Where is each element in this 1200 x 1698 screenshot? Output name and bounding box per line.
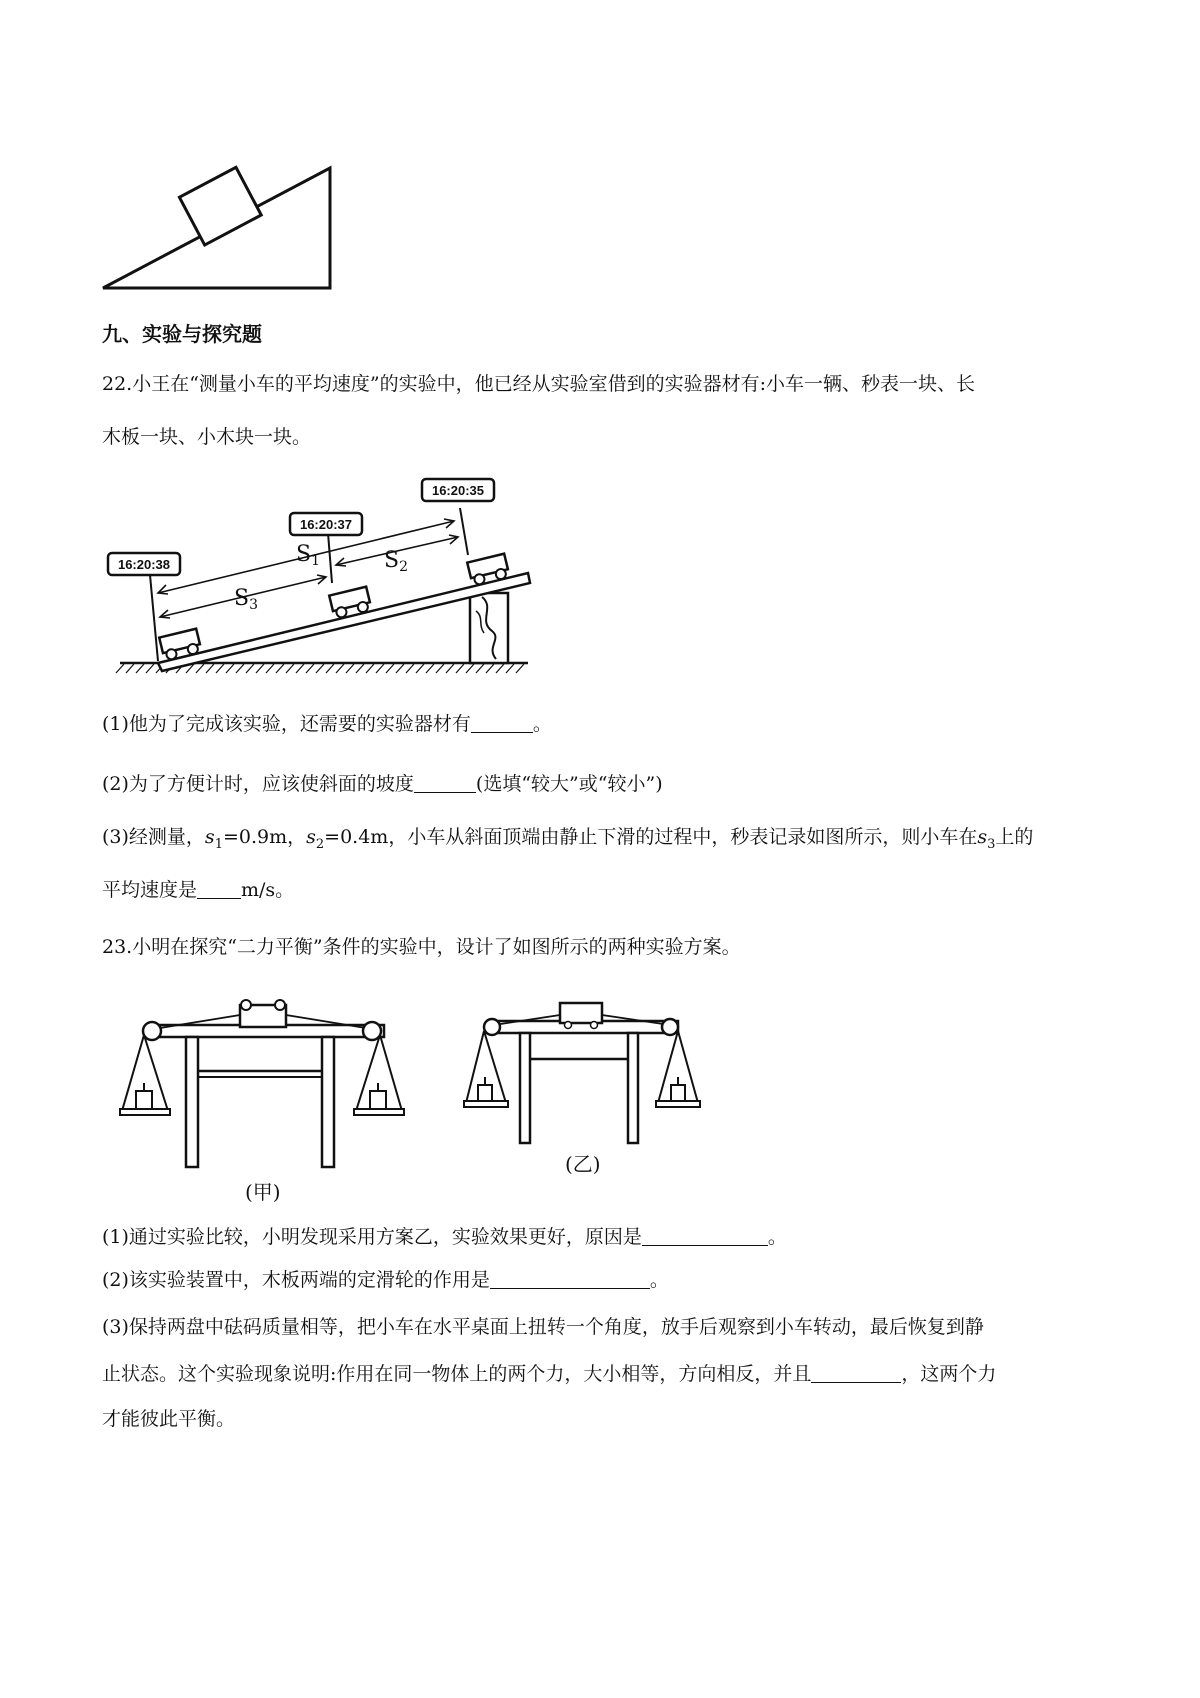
q23-part1-blank[interactable] <box>642 1227 768 1246</box>
q22-stem-line1: 22.小王在“测量小车的平均速度”的实验中，他已经从实验室借到的实验器材有:小车一辆、秒表一块、长 <box>102 373 976 395</box>
q22-part3-line2: 平均速度是 m/s。 <box>102 879 295 901</box>
q22-part2: (2)为了方便计时，应该使斜面的坡度 (选填“较大”或“较小”) <box>102 773 663 795</box>
q22-part3-line1: (3)经测量，$s_1=0.9m$，$s_2=0.4m$，小车从斜面顶端由静止下滑的过程中，秒表记录如图所示，则小车在$s_3$上的 <box>102 826 1034 852</box>
q23-part3-blank[interactable] <box>811 1364 901 1383</box>
label-s2: S2 <box>384 548 408 575</box>
q23-stem: 23.小明在探究“二力平衡”条件的实验中，设计了如图所示的两种实验方案。 <box>102 936 741 958</box>
q23-part3-line2: 止状态。这个实验现象说明:作用在同一物体上的两个力，大小相等，方向相反，并且 ，这两个力 <box>102 1363 997 1385</box>
q22-part3-blank[interactable] <box>197 880 241 899</box>
q23-part3-line1: (3)保持两盘中砝码质量相等，把小车在水平桌面上扭转一个角度，放手后观察到小车转动，最后恢复到静 <box>102 1316 984 1338</box>
q23-part1: (1)通过实验比较，小明发现采用方案乙，实验效果更好，原因是 。 <box>102 1226 787 1248</box>
apparatus-b <box>464 1003 700 1143</box>
stopwatch-right <box>422 479 494 501</box>
stopwatch-middle <box>290 513 362 535</box>
apparatus-a <box>120 1000 404 1167</box>
stopwatch-right-time: 16:20:35 <box>431 483 485 498</box>
q23-part2: (2)该实验装置中，木板两端的定滑轮的作用是 。 <box>102 1269 669 1291</box>
label-jia: (甲) <box>245 1180 281 1204</box>
cart-slope-figure <box>100 475 540 685</box>
incline-block <box>179 167 261 245</box>
stopwatch-left <box>108 553 180 575</box>
q23-part3-line3: 才能彼此平衡。 <box>102 1408 236 1430</box>
stopwatch-left-time: 16:20:38 <box>117 557 171 572</box>
label-yi: (乙) <box>565 1152 601 1176</box>
label-s3: S3 <box>234 586 258 613</box>
label-s1: S1 <box>296 542 320 569</box>
section-title: 九、实验与探究题 <box>102 322 262 346</box>
q23-part2-blank[interactable] <box>490 1270 650 1289</box>
q22-part2-blank[interactable] <box>414 774 476 793</box>
q22-part1: (1)他为了完成该实验，还需要的实验器材有 。 <box>102 713 552 735</box>
stopwatch-middle-time: 16:20:37 <box>299 517 353 532</box>
balance-apparatus-figure <box>110 985 730 1210</box>
q22-stem-line2: 木板一块、小木块一块。 <box>102 426 312 448</box>
q22-part1-blank[interactable] <box>471 714 533 733</box>
incline-block-figure <box>95 160 355 300</box>
